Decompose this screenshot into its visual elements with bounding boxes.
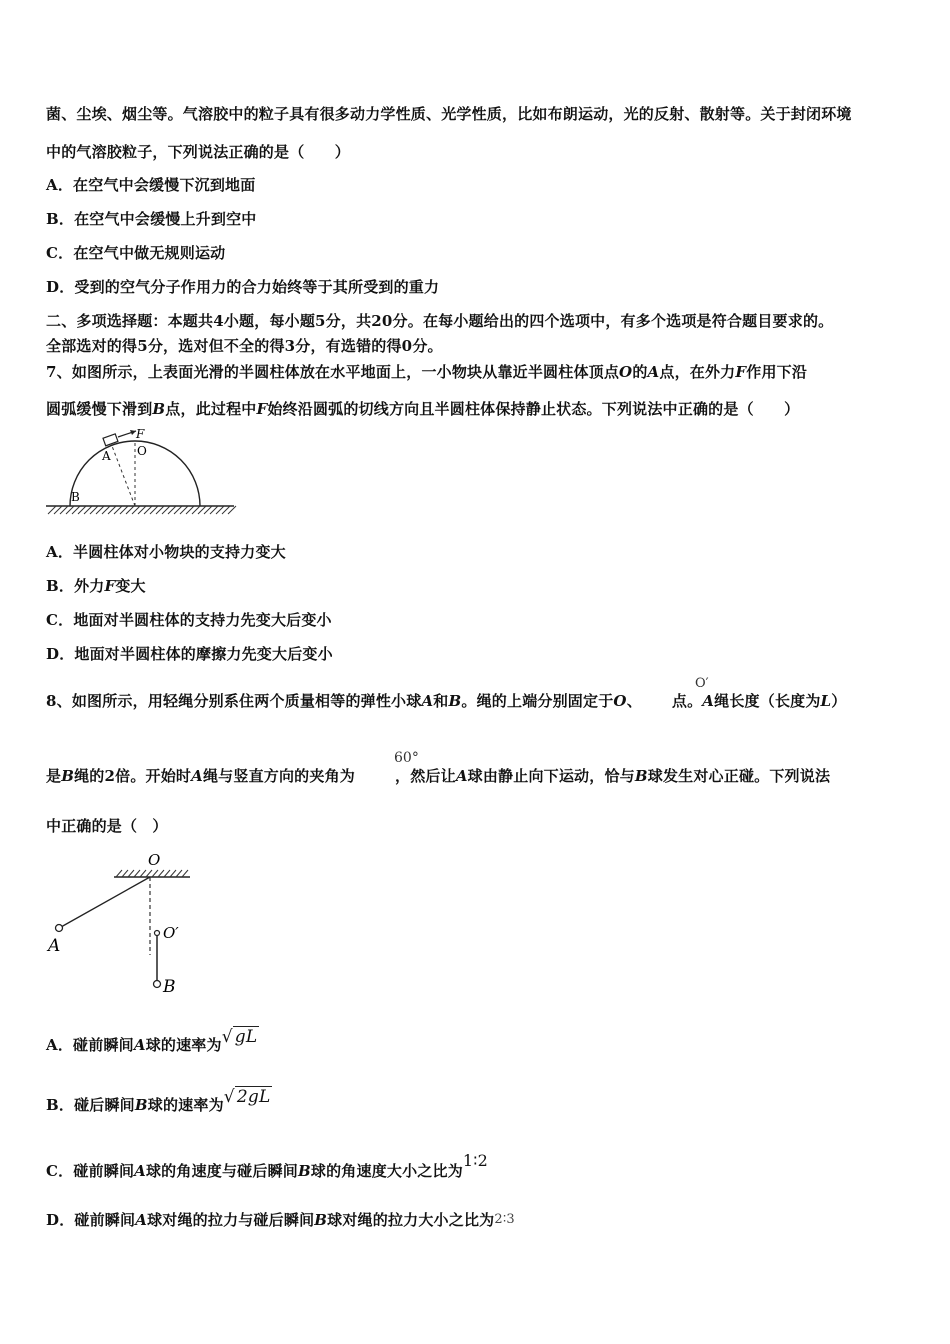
label-O: O xyxy=(137,444,147,458)
ratio-2-3: 2∶3 xyxy=(494,1212,515,1227)
angle-60-degrees: 60° xyxy=(394,750,419,766)
ceiling-hatching xyxy=(116,870,188,877)
q7-option-d: D．地面对半圆柱体的摩擦力先变大后变小 xyxy=(46,645,333,663)
ratio-1-2: 1∶2 xyxy=(462,1151,489,1170)
section2-heading-line-1: 二、多项选择题：本题共4小题，每小题5分，共20分。在每小题给出的四个选项中，有多个选项是符合题目要求的。 xyxy=(46,312,834,330)
ball-A xyxy=(56,925,63,932)
q7-option-b: B．外力F变大 xyxy=(46,577,146,595)
q7-option-a: A．半圆柱体对小物块的支持力变大 xyxy=(46,543,286,561)
q6-stem-line-2: 中的气溶胶粒子，下列说法正确的是（ ） xyxy=(46,143,351,161)
q7-half-cylinder-figure xyxy=(44,428,240,518)
ground-hatching xyxy=(46,506,236,514)
q8-option-d: D．碰前瞬间A球对绳的拉力与碰后瞬间B球对绳的拉力大小之比为2∶3 xyxy=(46,1211,515,1229)
section2-heading-line-2: 全部选对的得5分，选对但不全的得3分，有选错的得0分。 xyxy=(46,337,443,355)
var-F: F xyxy=(735,363,747,381)
q6-stem-line-1: 菌、尘埃、烟尘等。气溶胶中的粒子具有很多动力学性质、光学性质，比如布朗运动，光的反射、散射等。关于封闭环境 xyxy=(46,105,852,123)
q6-option-d: D．受到的空气分子作用力的合力始终等于其所受到的重力 xyxy=(46,278,440,296)
q8-option-b: B．碰后瞬间B球的速率为√ 2gL xyxy=(46,1087,271,1114)
sqrt-2gL: √ 2gL xyxy=(223,1087,271,1107)
pivot-Oprime xyxy=(155,931,160,936)
q8-stem-line-1: 8、如图所示，用轻绳分别系住两个质量相等的弹性小球A和B。绳的上端分别固定于O、 点。A绳长度（长度为L） xyxy=(46,692,847,710)
q8-option-c: C．碰前瞬间A球的角速度与碰后瞬间B球的角速度大小之比为1∶2 xyxy=(46,1151,489,1180)
label-A: A xyxy=(48,936,61,956)
q6-option-a: A．在空气中会缓慢下沉到地面 xyxy=(46,176,256,194)
q8-stem-line-2: 是B绳的2倍。开始时A绳与竖直方向的夹角为 ，然后让A球由静止向下运动，恰与B球发生对心正碰。下列说法 xyxy=(46,767,831,785)
q7-option-c: C．地面对半圆柱体的支持力先变大后变小 xyxy=(46,611,332,629)
var-F: F xyxy=(256,400,268,418)
q8-stem-line-3: 中正确的是（ ） xyxy=(46,817,168,835)
label-F: F xyxy=(136,428,145,441)
var-B: B xyxy=(152,400,166,418)
label-B: B xyxy=(71,490,80,504)
label-Oprime: O′ xyxy=(163,924,179,942)
q8-pendulum-figure xyxy=(44,850,204,1000)
q8-option-a: A．碰前瞬间A球的速率为√ gL xyxy=(46,1027,258,1054)
sqrt-gL: √ gL xyxy=(221,1027,258,1047)
q6-option-c: C．在空气中做无规则运动 xyxy=(46,244,226,262)
oprime-superscript: O′ xyxy=(695,676,709,691)
radius-to-block xyxy=(112,446,135,506)
label-B: B xyxy=(163,977,176,997)
var-O: O xyxy=(619,363,633,381)
q7-stem-line-1: 7、如图所示，上表面光滑的半圆柱体放在水平地面上，一小物块从靠近半圆柱体顶点O的A点，在外力F作用下沿 xyxy=(46,363,808,381)
q7-stem-line-2: 圆弧缓慢下滑到B点，此过程中F始终沿圆弧的切线方向且半圆柱体保持静止状态。下列说法中正确的是（ ） xyxy=(46,400,800,418)
label-A: A xyxy=(102,449,111,463)
ball-B xyxy=(154,981,161,988)
var-A: A xyxy=(647,363,660,381)
rope-A xyxy=(61,877,150,927)
q6-option-b: B．在空气中会缓慢上升到空中 xyxy=(46,210,257,228)
label-O: O xyxy=(148,851,161,869)
